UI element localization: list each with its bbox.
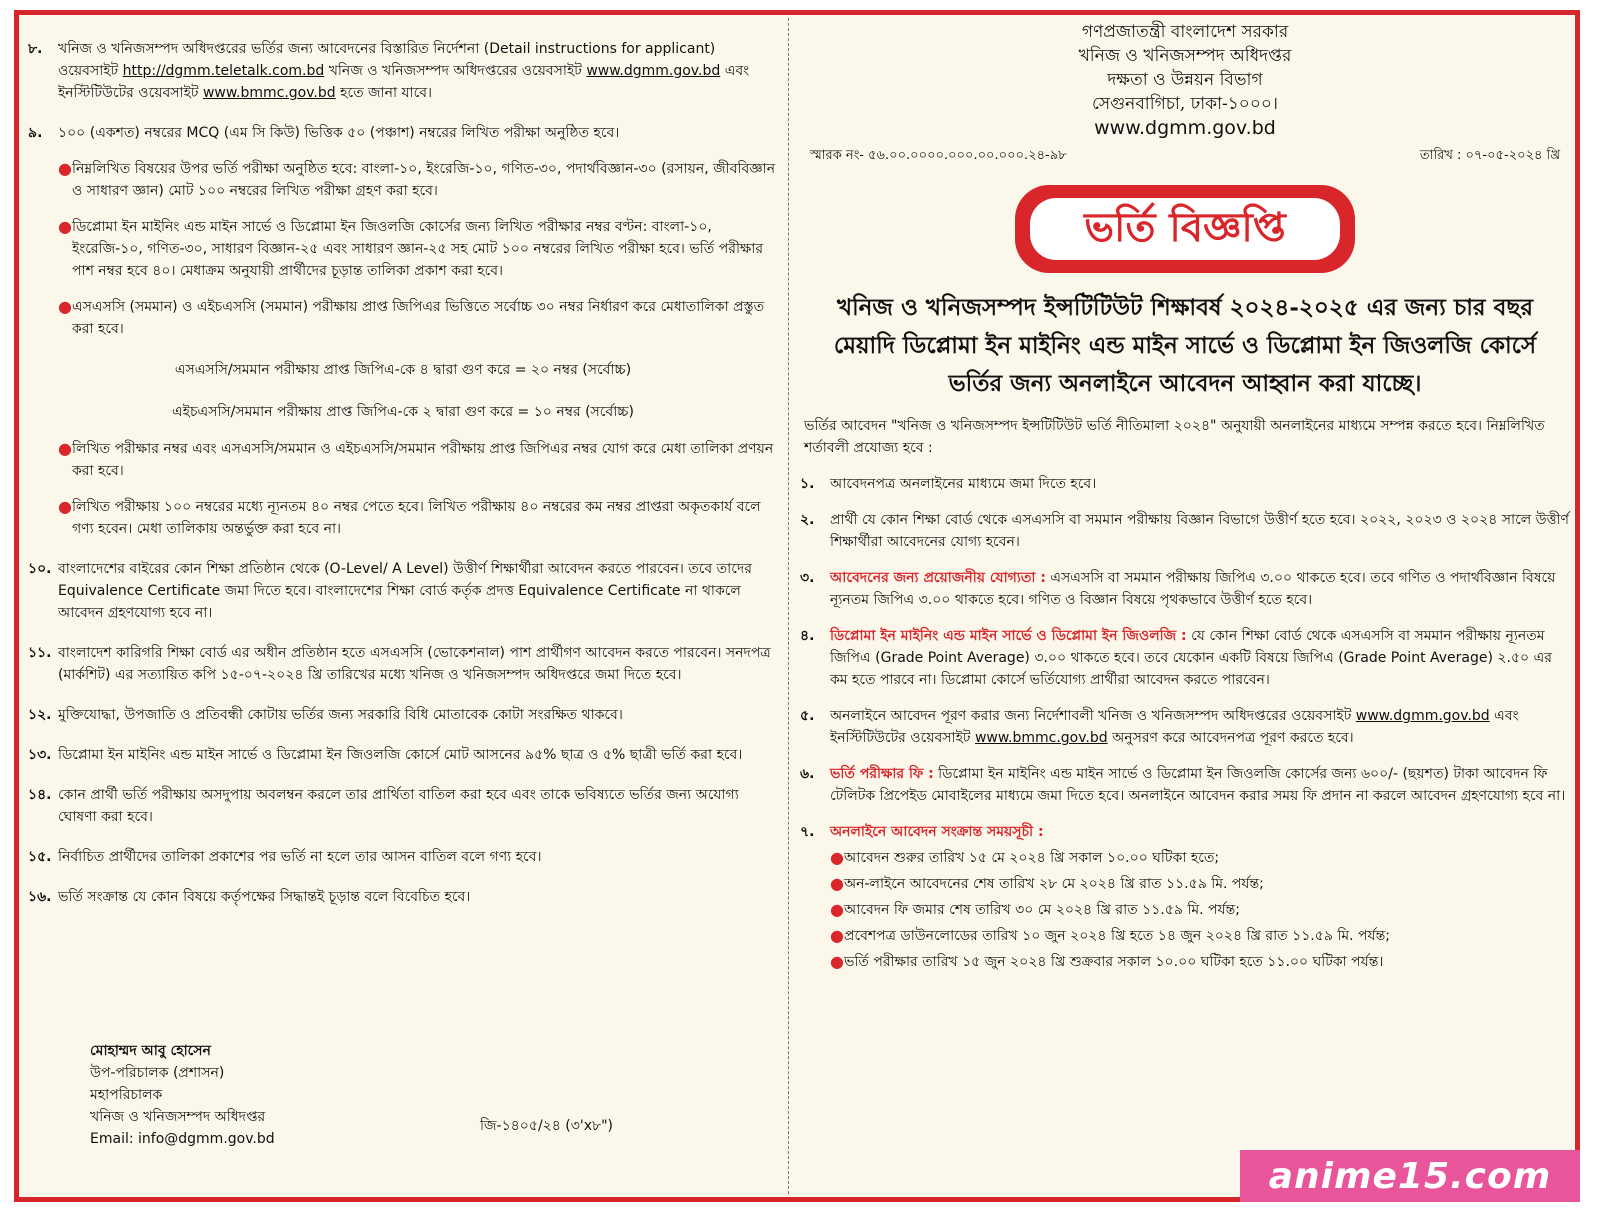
header-line-1: গণপ্রজাতন্ত্রী বাংলাদেশ সরকার bbox=[1081, 22, 1289, 42]
schedule-text: আবেদন শুরুর তারিখ ১৫ মে ২০২৪ খ্রি সকাল ১০.০০ ঘটিকা হতে; bbox=[844, 850, 1220, 866]
numbered-item bbox=[28, 558, 778, 624]
bullet-item bbox=[58, 158, 778, 202]
item-number: ১২. bbox=[28, 707, 52, 723]
numbered-item bbox=[28, 704, 778, 726]
item-number: ৭. bbox=[800, 824, 815, 840]
item-text: আবেদনপত্র অনলাইনের মাধ্যমে জমা দিতে হবে। bbox=[830, 476, 1097, 492]
notice-headline: খনিজ ও খনিজসম্পদ ইন্সটিটিউট শিক্ষাবর্ষ ২০২৪-২০২৫ এর জন্য চার বছর মেয়াদি ডিপ্লোমা ইন মাইনিং এন্ড মাইন সার্ভে ও ডিপ্লোমা ইন জিওলজি কোর্সে ভর্তির জন্য অনলাইনে আবেদন আহ্বান করা যাচ্ছে। bbox=[833, 294, 1537, 397]
bullet-dot-icon: ● bbox=[830, 848, 844, 867]
item-highlight: আবেদনের জন্য প্রয়োজনীয় যোগ্যতা : bbox=[830, 570, 1046, 586]
banner-badge bbox=[1015, 185, 1355, 273]
item-body bbox=[830, 473, 1570, 495]
schedule-list bbox=[830, 847, 1570, 973]
schedule-row bbox=[830, 925, 1570, 947]
item-highlight: ভর্তি পরীক্ষার ফি : bbox=[830, 766, 934, 782]
merit-bullet-list bbox=[28, 438, 778, 540]
bullet-text: নিম্নলিখিত বিষয়ের উপর ভর্তি পরীক্ষা অনুষ্ঠিত হবে: বাংলা-১০, ইংরেজি-১০, গণিত-৩০, পদার্থবিজ্ঞান-৩০ (রসায়ন, জীববিজ্ঞান ও সাধারণ জ্ঞান) মোট ১০০ নম্বরের লিখিত পরীক্ষা গ্রহণ করা হবে। bbox=[72, 161, 776, 199]
left-item-list-2 bbox=[28, 558, 778, 908]
item-body bbox=[830, 509, 1570, 553]
item-number: ৬. bbox=[800, 766, 815, 782]
item-text: এবং ইনস্টিটিউটের ওয়েবসাইট bbox=[830, 708, 1519, 746]
item-number: ১১. bbox=[28, 645, 52, 661]
numbered-item bbox=[28, 642, 778, 686]
bullet-dot-icon: ● bbox=[830, 900, 844, 919]
notice-header bbox=[800, 20, 1570, 140]
bullet-item bbox=[58, 438, 778, 482]
item-text: খনিজ ও খনিজসম্পদ অধিদপ্তরের ভর্তির জন্য আবেদনের বিস্তারিত নির্দেশনা (Detail instructions for applicant) ওয়েবসাইট bbox=[58, 41, 716, 79]
item-text: বাংলাদেশের বাইরের কোন শিক্ষা প্রতিষ্ঠান থেকে (O-Level/ A Level) উত্তীর্ণ শিক্ষার্থীরা আবেদন করতে পারবেন। তবে তাদের Equivalence Certificate জমা দিতে হবে। বাংলাদেশের শিক্ষা বোর্ড কর্তৃক প্রদত্ত Equivalence Certificate না থাকলে আবেদন গ্রহণযোগ্য হবে না। bbox=[58, 561, 752, 621]
bullet-dot-icon: ● bbox=[830, 926, 844, 945]
website-link[interactable]: www.bmmc.gov.bd bbox=[974, 730, 1108, 746]
notice-main-column bbox=[800, 20, 1570, 973]
header-line-3: দক্ষতা ও উন্নয়ন বিভাগ bbox=[1107, 70, 1263, 90]
item-text: খনিজ ও খনিজসম্পদ অধিদপ্তরের ওয়েবসাইট bbox=[328, 63, 582, 79]
notice-date: তারিখ : ০৭-০৫-২০২৪ খ্রি bbox=[1419, 148, 1560, 163]
schedule-row bbox=[830, 951, 1570, 973]
item-body bbox=[58, 642, 778, 686]
item-text: প্রার্থী যে কোন শিক্ষা বোর্ড থেকে এসএসসি বা সমমান পরীক্ষায় বিজ্ঞান বিভাগে উত্তীর্ণ হতে হবে। ২০২২, ২০২৩ ও ২০২৪ সালে উত্তীর্ণ শিক্ষার্থীরা আবেদনের যোগ্য হবেন। bbox=[830, 512, 1569, 550]
item-text: মুক্তিযোদ্ধা, উপজাতি ও প্রতিবন্ধী কোটায় ভর্তির জন্য সরকারি বিধি মোতাবেক কোটা সংরক্ষিত থাকবে। bbox=[58, 707, 623, 723]
bullet-dot-icon: ● bbox=[58, 159, 72, 178]
numbered-item bbox=[28, 846, 778, 868]
item-number: ৯. bbox=[28, 125, 43, 141]
signatory-name: মোহাম্মদ আবু হোসেন bbox=[90, 1043, 211, 1059]
item-number: ১. bbox=[800, 476, 815, 492]
column-divider bbox=[788, 18, 790, 1194]
header-website[interactable]: www.dgmm.gov.bd bbox=[1094, 117, 1276, 139]
item-text: এবং ইনস্টিটিউটের ওয়েবসাইট bbox=[58, 63, 750, 101]
numbered-item bbox=[800, 473, 1570, 495]
bullet-dot-icon: ● bbox=[830, 874, 844, 893]
schedule-row bbox=[830, 847, 1570, 869]
schedule-row bbox=[830, 899, 1570, 921]
item-body bbox=[830, 567, 1570, 611]
numbered-item bbox=[800, 705, 1570, 749]
right-item-list bbox=[800, 473, 1570, 807]
item-text: ডিপ্লোমা ইন মাইনিং এন্ড মাইন সার্ভে ও ডিপ্লোমা ইন জিওলজি কোর্সের জন্য ৬০০/- (ছয়শত) টাকা আবেদন ফি টেলিটক প্রিপেইড মোবাইলের মাধ্যমে জমা দিতে হবে। অনলাইনে আবেদন করার সময় ফি প্রদান না করলে আবেদন গ্রহণযোগ্য হবে না। bbox=[830, 766, 1566, 804]
item-number: ১০. bbox=[28, 561, 52, 577]
schedule-text: ভর্তি পরীক্ষার তারিখ ১৫ জুন ২০২৪ খ্রি শুক্রবার সকাল ১০.০০ ঘটিকা হতে ১১.০০ ঘটিকা পর্যন্ত। bbox=[844, 954, 1384, 970]
item-text: ১০০ (একশত) নম্বরের MCQ (এম সি কিউ) ভিত্তিক ৫০ (পঞ্চাশ) নম্বরের লিখিত পরীক্ষা অনুষ্ঠিত হবে। bbox=[58, 125, 620, 141]
item-body bbox=[58, 886, 778, 908]
item-number: ২. bbox=[800, 512, 815, 528]
bullet-item bbox=[58, 496, 778, 540]
left-item-list bbox=[28, 38, 778, 144]
item-body bbox=[58, 704, 778, 726]
signatory-role: মহাপরিচালক bbox=[90, 1087, 163, 1103]
schedule-text: অন-লাইনে আবেদনের শেষ তারিখ ২৮ মে ২০২৪ খ্রি রাত ১১.৫৯ মি. পর্যন্ত; bbox=[844, 876, 1264, 892]
item-body bbox=[58, 744, 778, 766]
numbered-item bbox=[28, 886, 778, 908]
numbered-item bbox=[800, 509, 1570, 553]
item-body bbox=[830, 625, 1570, 691]
watermark-logo: anime15.com bbox=[1240, 1150, 1580, 1202]
bullet-text: এসএসসি (সমমান) ও এইচএসসি (সমমান) পরীক্ষায় প্রাপ্ত জিপিএর ভিত্তিতে সর্বোচ্চ ৩০ নম্বর নির্ধারণ করে মেধাতালিকা প্রস্তুত করা হবে। bbox=[72, 299, 765, 337]
bullet-dot-icon: ● bbox=[58, 297, 72, 316]
bullet-item bbox=[58, 216, 778, 282]
header-line-2: খনিজ ও খনিজসম্পদ অধিদপ্তর bbox=[1078, 46, 1292, 66]
item-text: হতে জানা যাবে। bbox=[340, 85, 433, 101]
formula-ssc: এসএসসি/সমমান পরীক্ষায় প্রাপ্ত জিপিএ-কে ৪ দ্বারা গুণ করে = ২০ নম্বর (সর্বোচ্চ) bbox=[174, 362, 632, 378]
formula-hsc: এইচএসসি/সমমান পরীক্ষায় প্রাপ্ত জিপিএ-কে ২ দ্বারা গুণ করে = ১০ নম্বর (সর্বোচ্চ) bbox=[172, 404, 634, 420]
signatory-title: উপ-পরিচালক (প্রশাসন) bbox=[90, 1065, 225, 1081]
item-number: ৩. bbox=[800, 570, 815, 586]
item-text: এসএসসি বা সমমান পরীক্ষায় জিপিএ ৩.০০ থাকতে হবে। তবে গণিত ও পদার্থবিজ্ঞান বিষয়ে ন্যূনতম জিপিএ ৩.০০ থাকতে হবে। গণিত ও বিজ্ঞান বিষয়ে পৃথকভাবে উত্তীর্ণ হতে হবে। bbox=[830, 570, 1556, 608]
reference-line bbox=[800, 146, 1570, 167]
website-link[interactable]: www.dgmm.gov.bd bbox=[586, 63, 721, 79]
schedule-text: প্রবেশপত্র ডাউনলোডের তারিখ ১০ জুন ২০২৪ খ্রি হতে ১৪ জুন ২০২৪ খ্রি রাত ১১.৫৯ মি. পর্যন্ত; bbox=[844, 928, 1390, 944]
numbered-item bbox=[800, 763, 1570, 807]
item-text: যে কোন শিক্ষা বোর্ড থেকে এসএসসি বা সমমান পরীক্ষায় ন্যূনতম জিপিএ (Grade Point Average) ৩.০০ থাকতে হবে। তবে যেকোন একটি বিষয়ে জিপিএ (Grade Point Average) ২.৫০ এর কম হতে পারবে না। ডিপ্লোমা কোর্সে ভর্তিযোগ্য প্রার্থীরা আবেদন করতে পারবেন। bbox=[830, 628, 1552, 688]
website-link[interactable]: http://dgmm.teletalk.com.bd bbox=[122, 63, 325, 79]
numbered-item bbox=[28, 122, 778, 144]
bullet-text: লিখিত পরীক্ষায় ১০০ নম্বরের মধ্যে ন্যূনতম ৪০ নম্বর পেতে হবে। লিখিত পরীক্ষায় ৪০ নম্বরের কম নম্বর প্রাপ্তরা অকৃতকার্য বলে গণ্য হবেন। মেধা তালিকায় অন্তর্ভুক্ত করা হবে না। bbox=[72, 499, 761, 537]
signatory-office: খনিজ ও খনিজসম্পদ অধিদপ্তর bbox=[90, 1109, 266, 1125]
item-body bbox=[830, 705, 1570, 749]
signature-block bbox=[90, 1040, 275, 1150]
notice-continuation-column bbox=[28, 20, 778, 908]
signatory-email[interactable]: Email: info@dgmm.gov.bd bbox=[90, 1131, 275, 1147]
item-text: অনুসরণ করে আবেদনপত্র পূরণ করতে হবে। bbox=[1112, 730, 1354, 746]
banner-title: ভর্তি বিজ্ঞপ্তি bbox=[1030, 198, 1340, 260]
website-link[interactable]: www.dgmm.gov.bd bbox=[1355, 708, 1490, 724]
numbered-item bbox=[800, 567, 1570, 611]
item-body bbox=[58, 38, 778, 104]
bullet-item bbox=[58, 296, 778, 340]
bullet-text: লিখিত পরীক্ষার নম্বর এবং এসএসসি/সমমান ও এইচএসসি/সমমান পরীক্ষায় প্রাপ্ত জিপিএর নম্বর যোগ করে মেধা তালিকা প্রণয়ন করা হবে। bbox=[72, 441, 774, 479]
item-number: ১৬. bbox=[28, 889, 52, 905]
schedule-row bbox=[830, 873, 1570, 895]
item-text: অনলাইনে আবেদন পূরণ করার জন্য নির্দেশাবলী খনিজ ও খনিজসম্পদ অধিদপ্তরের ওয়েবসাইট bbox=[830, 708, 1352, 724]
notice-intro: ভর্তির আবেদন "খনিজ ও খনিজসম্পদ ইন্সটিটিউট ভর্তি নীতিমালা ২০২৪" অনুযায়ী অনলাইনের মাধ্যমে সম্পন্ন করতে হবে। নিম্নলিখিত শর্তাবলী প্রযোজ্য হবে : bbox=[804, 418, 1545, 456]
item-number: ৫. bbox=[800, 708, 815, 724]
schedule-item bbox=[800, 821, 1570, 973]
bullet-dot-icon: ● bbox=[830, 952, 844, 971]
bullet-dot-icon: ● bbox=[58, 439, 72, 458]
item-text: নির্বাচিত প্রার্থীদের তালিকা প্রকাশের পর ভর্তি না হলে তার আসন বাতিল বলে গণ্য হবে। bbox=[58, 849, 542, 865]
bullet-dot-icon: ● bbox=[58, 217, 72, 236]
reference-number: স্মারক নং- ৫৬.০০.০০০০.০০০.০০.০০০.২৪-৯৮ bbox=[810, 148, 1067, 163]
memo-number: জি-১৪০৫/২৪ (৩'x৮") bbox=[480, 1118, 613, 1134]
item-text: ভর্তি সংক্রান্ত যে কোন বিষয়ে কর্তৃপক্ষের সিদ্ধান্তই চূড়ান্ত বলে বিবেচিত হবে। bbox=[58, 889, 471, 905]
numbered-item bbox=[800, 625, 1570, 691]
item-number: ৪. bbox=[800, 628, 815, 644]
bullet-dot-icon: ● bbox=[58, 497, 72, 516]
item-number: ৮. bbox=[28, 41, 43, 57]
schedule-title: অনলাইনে আবেদন সংক্রান্ত সময়সূচী : bbox=[830, 824, 1044, 840]
numbered-item bbox=[28, 744, 778, 766]
item-body bbox=[58, 846, 778, 868]
item-number: ১৫. bbox=[28, 849, 52, 865]
item-number: ১৪. bbox=[28, 787, 52, 803]
bullet-text: ডিপ্লোমা ইন মাইনিং এন্ড মাইন সার্ভে ও ডিপ্লোমা ইন জিওলজি কোর্সের জন্য লিখিত পরীক্ষার নম্বর বণ্টন: বাংলা-১০, ইংরেজি-১০, গণিত-৩০, সাধারণ বিজ্ঞান-২৫ এবং সাধারণ জ্ঞান-২৫ সহ মোট ১০০ নম্বরের লিখিত পরীক্ষা হবে। ভর্তি পরীক্ষার পাশ নম্বর হবে ৪০। মেধাক্রম অনুযায়ী প্রার্থীদের চূড়ান্ত তালিকা প্রকাশ করা হবে। bbox=[72, 219, 764, 279]
header-line-4: সেগুনবাগিচা, ঢাকা-১০০০। bbox=[1091, 94, 1279, 114]
item-body bbox=[58, 122, 778, 144]
item-highlight: ডিপ্লোমা ইন মাইনিং এন্ড মাইন সার্ভে ও ডিপ্লোমা ইন জিওলজি : bbox=[830, 628, 1187, 644]
item-body bbox=[830, 763, 1570, 807]
item-body bbox=[58, 558, 778, 624]
numbered-item bbox=[28, 38, 778, 104]
item-text: কোন প্রার্থী ভর্তি পরীক্ষায় অসদুপায় অবলম্বন করলে তার প্রার্থিতা বাতিল করা হবে এবং তাকে ভবিষ্যতে ভর্তির জন্য অযোগ্য ঘোষণা করা হবে। bbox=[58, 787, 739, 825]
website-link[interactable]: www.bmmc.gov.bd bbox=[202, 85, 336, 101]
item-number: ১৩. bbox=[28, 747, 52, 763]
item-text: বাংলাদেশ কারিগরি শিক্ষা বোর্ড এর অধীন প্রতিষ্ঠান হতে এসএসসি (ভোকেশনাল) পাশ প্রার্থীগণ আবেদন করতে পারবেন। সনদপত্র (মার্কশিট) এর সত্যায়িত কপি ১৫-০৭-২০২৪ খ্রি তারিখের মধ্যে খনিজ ও খনিজসম্পদ অধিদপ্তরে জমা দিতে হবে। bbox=[58, 645, 771, 683]
item-body bbox=[58, 784, 778, 828]
numbered-item bbox=[28, 784, 778, 828]
item-text: ডিপ্লোমা ইন মাইনিং এন্ড মাইন সার্ভে ও ডিপ্লোমা ইন জিওলজি কোর্সে মোট আসনের ৯৫% ছাত্র ও ৫% ছাত্রী ভর্তি করা হবে। bbox=[58, 747, 743, 763]
schedule-text: আবেদন ফি জমার শেষ তারিখ ৩০ মে ২০২৪ খ্রি রাত ১১.৫৯ মি. পর্যন্ত; bbox=[844, 902, 1240, 918]
exam-bullet-list bbox=[28, 158, 778, 340]
